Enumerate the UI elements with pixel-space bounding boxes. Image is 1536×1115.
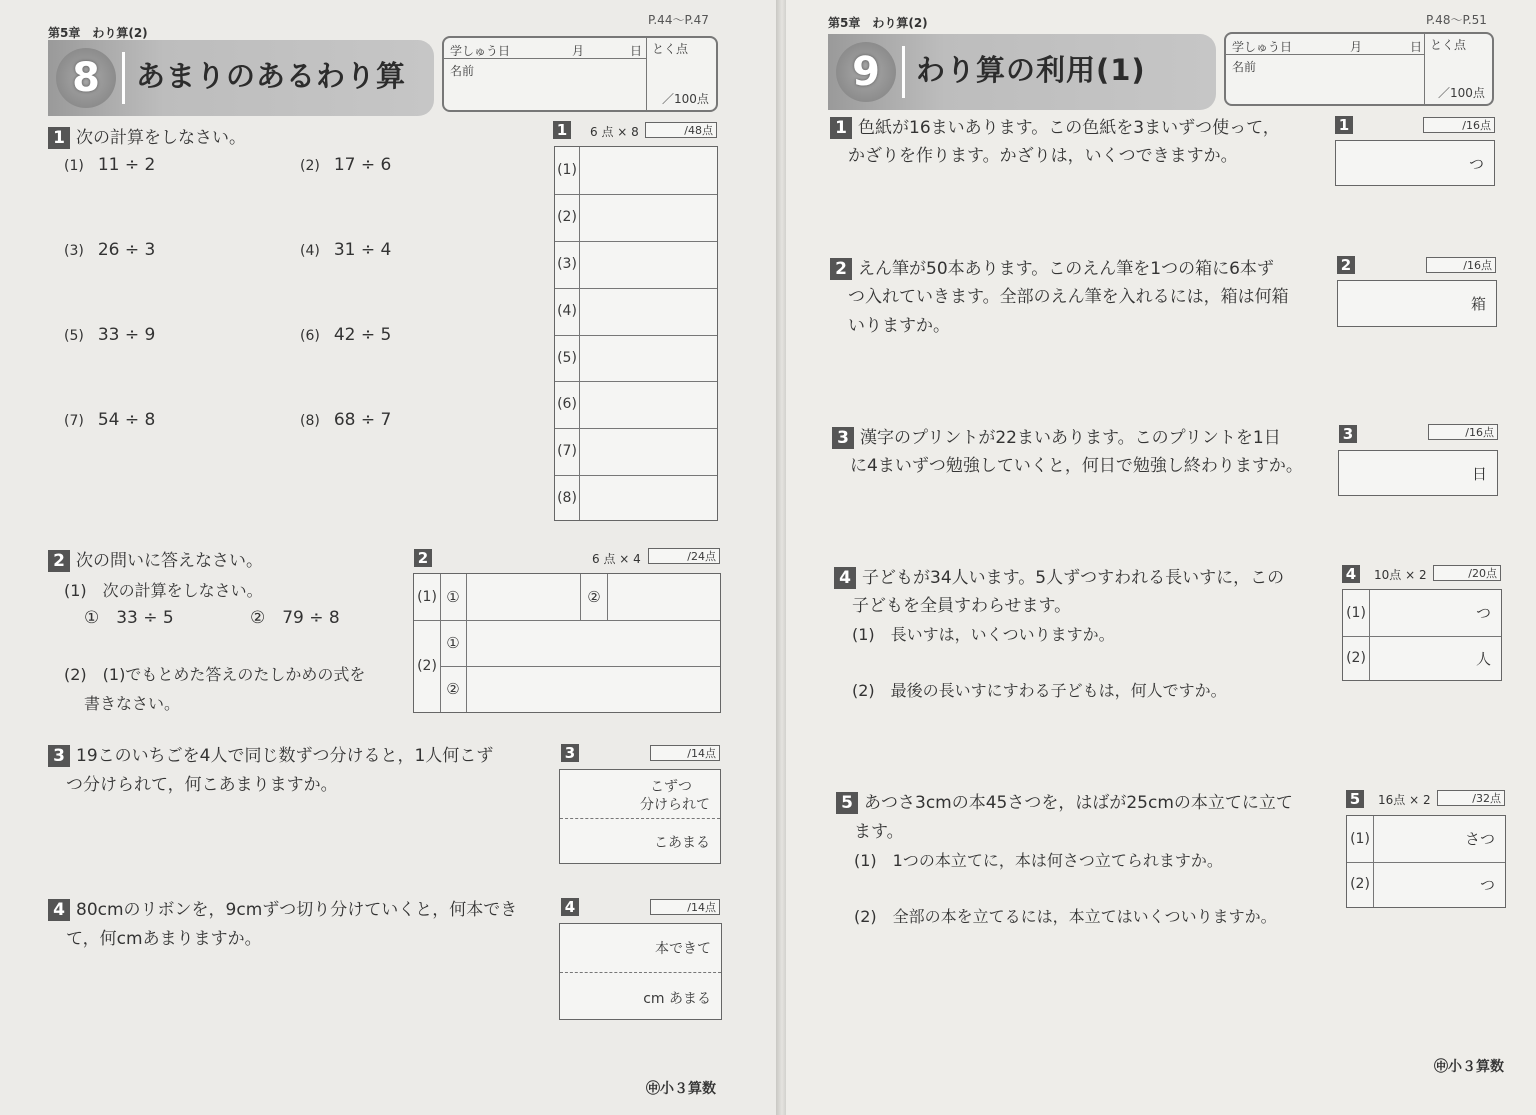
answer-row-label: (1) [557, 162, 577, 178]
question-4: 4 子どもが34人います。5人ずつすわれる長いすに，この [834, 564, 1284, 593]
sub-question: (2) 全部の本を立てるには，本立てはいくついりますか。 [854, 907, 1277, 926]
page-range: P.44〜P.47 [648, 13, 709, 27]
row-divider [555, 335, 717, 336]
question-number: 1 [48, 127, 70, 149]
chapter-label: 第5章 わり算(2) [48, 26, 148, 40]
question-2: 2 次の問いに答えなさい。 [48, 547, 263, 576]
question-5-cont: ます。 [854, 822, 904, 842]
points-label: 6 点 × 8 [590, 125, 639, 139]
answer-block-number: 4 [1342, 565, 1360, 583]
lesson-number: 9 [836, 42, 896, 102]
calc-item: (5) 33 ÷ 9 [64, 325, 156, 345]
calc-item: (1) 11 ÷ 2 [64, 155, 156, 175]
answer-block-number: 3 [561, 744, 579, 762]
question-number: 4 [834, 567, 856, 589]
answer-row-label: (2) [557, 208, 577, 225]
study-date-label: 学しゅう日 [1232, 40, 1293, 54]
question-1: 1 色紙が16まいあります。この色紙を3まいずつ使って， [830, 114, 1280, 143]
question-4: 4 80cmのリボンを，9cmずつ切り分けていくと，何本でき [48, 896, 517, 925]
question-2-cont: いりますか。 [848, 316, 950, 336]
answer-table-q2[interactable]: (1) ① ② (2) ① ② [413, 573, 721, 713]
answer-block-number: 1 [553, 121, 571, 139]
answer-row-label: (6) [557, 396, 577, 413]
answer-row-label: (7) [557, 443, 577, 460]
sub-question: (2) (1)でもとめた答えのたしかめの式を [64, 665, 366, 684]
score-box: /16点 [1426, 257, 1496, 273]
row-divider [555, 288, 717, 289]
points-label: 6 点 × 4 [592, 552, 641, 566]
calc-item: (6) 42 ÷ 5 [300, 325, 392, 345]
answer-row-label: (5) [557, 349, 577, 366]
question-number: 5 [836, 792, 858, 814]
calc-item: (7) 54 ÷ 8 [64, 410, 156, 430]
score-box: /48点 [645, 122, 717, 138]
total-points: ／100点 [1438, 86, 1485, 100]
row-divider [555, 194, 717, 195]
answer-box-r2[interactable]: 箱 [1337, 280, 1497, 327]
question-4-cont: 子どもを全員すわらせます。 [852, 596, 1072, 616]
score-box: /14点 [650, 745, 720, 761]
chapter-label: 第5章 わり算(2) [828, 16, 928, 30]
calc-item: (4) 31 ÷ 4 [300, 240, 392, 260]
points-label: 16点 × 2 [1378, 793, 1431, 807]
answer-table-q1[interactable] [554, 146, 718, 521]
lesson-number: 8 [56, 48, 116, 108]
answer-block-number: 5 [1346, 790, 1364, 808]
lesson-banner [48, 40, 434, 116]
score-box: /20点 [1433, 565, 1501, 581]
publisher-footer: ㊥小３算数 [1434, 1059, 1504, 1075]
name-label: 名前 [1232, 60, 1257, 74]
question-number: 4 [48, 899, 70, 921]
row-divider [555, 241, 717, 242]
answer-table-r5[interactable]: (1) さつ (2) つ [1346, 815, 1506, 908]
question-5: 5 あつさ3cmの本45さつを，はばが25cmの本立てに立て [836, 789, 1293, 818]
answer-box-r3[interactable]: 日 [1338, 450, 1498, 496]
answer-row-label: (8) [557, 490, 577, 507]
sub-question: 書きなさい。 [84, 694, 181, 713]
question-2: 2 えん筆が50本あります。このえん筆を1つの箱に6本ず [830, 255, 1274, 284]
sub-question: (2) 最後の長いすにすわる子どもは，何人ですか。 [852, 681, 1227, 700]
row-divider [555, 428, 717, 429]
sub-question: (1) 長いすは，いくついりますか。 [852, 625, 1115, 644]
study-date-label: 学しゅう日 [450, 44, 511, 58]
book-gutter [776, 0, 786, 1115]
info-box [1224, 32, 1494, 106]
question-4-cont: て，何cmあまりますか。 [66, 929, 262, 949]
answer-box-q3[interactable]: こずつ 分けられて こあまる [559, 769, 721, 864]
total-points: ／100点 [662, 92, 709, 106]
answer-block-number: 2 [1337, 256, 1355, 274]
question-1-cont: かざりを作ります。かざりは，いくつできますか。 [848, 146, 1238, 166]
score-label: とく点 [1430, 38, 1467, 52]
answer-block-number: 1 [1335, 116, 1353, 134]
row-divider [555, 381, 717, 382]
question-number: 3 [832, 427, 854, 449]
score-box: /16点 [1428, 424, 1498, 440]
row-divider [555, 475, 717, 476]
calc-item: (3) 26 ÷ 3 [64, 240, 156, 260]
month-label: 月 [1350, 40, 1363, 54]
answer-block-number: 2 [414, 549, 432, 567]
publisher-footer: ㊥小３算数 [646, 1081, 716, 1097]
question-number: 2 [830, 258, 852, 280]
score-box: /16点 [1423, 117, 1495, 133]
question-3: 3 19このいちごを4人で同じ数ずつ分けると，1人何こず [48, 742, 493, 771]
question-3-cont: に4まいずつ勉強していくと，何日で勉強し終わりますか。 [850, 456, 1303, 476]
day-label: 日 [1410, 40, 1423, 54]
sub-question: (1) 1つの本立てに，本は何さつ立てられますか。 [854, 851, 1223, 870]
name-label: 名前 [450, 64, 475, 78]
points-label: 10点 × 2 [1374, 568, 1427, 582]
answer-box-r1[interactable]: つ [1335, 140, 1495, 186]
answer-block-number: 3 [1339, 425, 1357, 443]
sub-question: (1) 次の計算をしなさい。 [64, 581, 263, 600]
lesson-banner [828, 34, 1216, 110]
question-2-cont: つ入れていきます。全部のえん筆を入れるには，箱は何箱 [848, 287, 1289, 307]
lesson-title: あまりのあるわり算 [136, 59, 407, 93]
month-label: 月 [572, 44, 585, 58]
answer-box-q4[interactable]: 本できて cm あまる [559, 923, 722, 1020]
calc-item: (8) 68 ÷ 7 [300, 410, 392, 430]
question-number: 1 [830, 117, 852, 139]
question-number: 2 [48, 550, 70, 572]
question-1: 1 次の計算をしなさい。 [48, 124, 246, 153]
calc-item: (2) 17 ÷ 6 [300, 155, 392, 175]
right-page [786, 0, 1536, 1115]
answer-block-number: 4 [561, 898, 579, 916]
question-number: 3 [48, 745, 70, 767]
answer-row-label: (3) [557, 255, 577, 272]
question-3-cont: つ分けられて，何こあまりますか。 [66, 775, 338, 795]
page-range: P.48〜P.51 [1426, 13, 1487, 27]
answer-row-label: (4) [557, 302, 577, 319]
banner-divider [122, 52, 125, 104]
score-box: /14点 [650, 899, 720, 915]
calc-item: ② 79 ÷ 8 [250, 608, 340, 628]
question-3: 3 漢字のプリントが22まいあります。このプリントを1日 [832, 424, 1281, 453]
answer-table-r4[interactable]: (1) つ (2) 人 [1342, 589, 1502, 681]
calc-item: ① 33 ÷ 5 [84, 608, 174, 628]
day-label: 日 [630, 44, 643, 58]
score-box: /32点 [1437, 790, 1505, 806]
banner-divider [902, 46, 905, 98]
info-box [442, 36, 718, 112]
score-label: とく点 [652, 42, 689, 56]
lesson-title: わり算の利用(1) [916, 53, 1146, 87]
score-box: /24点 [648, 548, 720, 564]
